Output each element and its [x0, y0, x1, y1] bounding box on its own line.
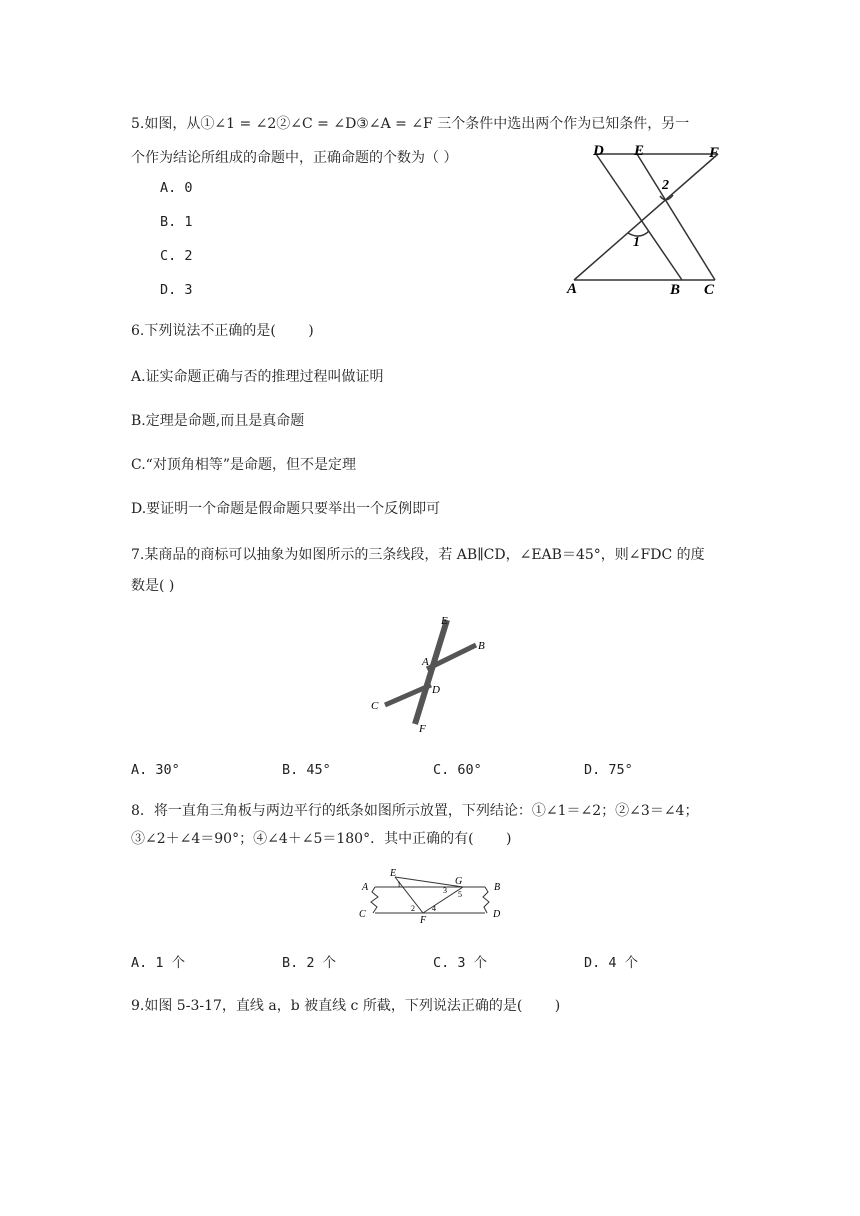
- q8-label-4: 4: [432, 904, 436, 913]
- q7-label-f: F: [419, 723, 426, 735]
- q5-label-a: A: [567, 281, 578, 297]
- q7-label-b: B: [478, 640, 485, 652]
- q8-label-g: G: [455, 876, 463, 887]
- q7-option-c: C. 60°: [433, 762, 482, 778]
- q8-figure: [355, 866, 505, 926]
- q6-option-d: D.要证明一个命题是假命题只要举出一个反例即可: [131, 501, 441, 517]
- q8-label-2: 2: [411, 904, 415, 913]
- q9-stem: 9.如图 5-3-17，直线 a，b 被直线 c 所截，下列说法正确的是( ): [131, 998, 561, 1014]
- q5-figure: [560, 138, 730, 300]
- q8-label-e: E: [390, 868, 397, 879]
- q6-option-a: A.证实命题正确与否的推理过程叫做证明: [131, 369, 384, 385]
- q8-stem-line1: 8．将一直角三角板与两边平行的纸条如图所示放置，下列结论：①∠1＝∠2；②∠3＝∠4；: [131, 803, 699, 819]
- q5-label-c: C: [704, 282, 715, 298]
- q7-label-d: D: [432, 684, 440, 696]
- q7-option-b: B. 45°: [282, 762, 331, 778]
- q7-label-e: E: [441, 615, 448, 627]
- q6-option-c: C.“对顶角相等”是命题，但不是定理: [131, 457, 356, 473]
- q8-label-b: B: [494, 882, 501, 893]
- q8-option-a: A. 1 个: [131, 955, 186, 971]
- q7-label-a: A: [422, 656, 429, 668]
- q8-option-b: B. 2 个: [282, 955, 337, 971]
- q7-figure: [365, 612, 495, 737]
- q5-label-1: 1: [633, 235, 640, 250]
- q7-label-c: C: [371, 700, 379, 712]
- q5-stem-line2: 个作为结论所组成的命题中，正确命题的个数为（ ）: [131, 150, 458, 166]
- q5-stem-line1: 5.如图，从①∠1 = ∠2②∠C = ∠D③∠A = ∠F 三个条件中选出两个作为已知条件，另一: [131, 116, 690, 132]
- q7-option-d: D. 75°: [584, 762, 633, 778]
- q5-option-b: B. 1: [160, 214, 193, 230]
- q8-label-1: 1: [397, 880, 401, 889]
- q8-label-5: 5: [458, 890, 462, 899]
- q8-label-3: 3: [443, 886, 447, 895]
- q5-label-e: E: [634, 143, 645, 159]
- q5-label-b: B: [670, 282, 681, 298]
- q5-option-a: A. 0: [160, 180, 193, 196]
- q8-option-c: C. 3 个: [433, 955, 488, 971]
- q8-label-f: F: [420, 915, 427, 926]
- q8-label-a: A: [362, 882, 369, 893]
- q7-option-a: A. 30°: [131, 762, 180, 778]
- q6-option-b: B.定理是命题,而且是真命题: [131, 413, 305, 429]
- q8-option-d: D. 4 个: [584, 955, 639, 971]
- q5-label-2: 2: [662, 178, 669, 193]
- q6-stem: 6.下列说法不正确的是( ): [131, 323, 314, 339]
- q5-label-f: F: [709, 145, 720, 161]
- q7-stem-line2: 数是( ): [131, 578, 175, 594]
- q8-label-c: C: [359, 909, 366, 920]
- q7-stem-line1: 7.某商品的商标可以抽象为如图所示的三条线段，若 AB∥CD，∠EAB＝45°，则∠FDC 的度: [131, 547, 705, 563]
- q8-stem-line2: ③∠2＋∠4＝90°；④∠4＋∠5＝180°．其中正确的有( ): [131, 831, 512, 847]
- q5-option-c: C. 2: [160, 248, 193, 264]
- q5-option-d: D. 3: [160, 282, 193, 298]
- q8-label-d: D: [493, 909, 501, 920]
- q5-label-d: D: [593, 143, 604, 159]
